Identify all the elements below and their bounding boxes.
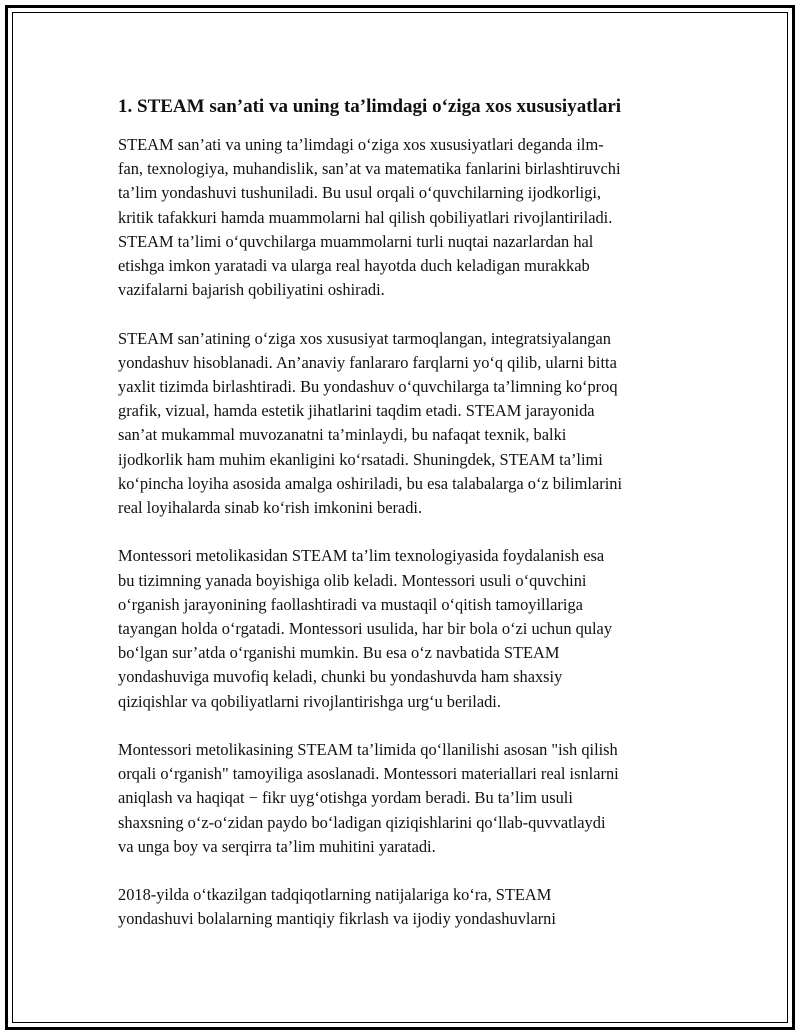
paragraph-3 xyxy=(118,544,718,713)
text-line: grafik, vizual, hamda estetik jihatlarini taqdim etadi. STEAM jarayonida xyxy=(118,401,595,421)
text-line: bu tizimning yanada boyishiga olib keladi. Montessori usuli o‘quvchini xyxy=(118,570,587,590)
text-line: shaxsning o‘z-o‘zidan paydo bo‘ladigan qiziqishlarini qo‘llab-quvvatlaydi xyxy=(118,812,606,832)
text-line: aniqlash va haqiqat − fikr uyg‘otishga yordam beradi. Bu ta’lim usuli xyxy=(118,788,573,808)
text-line: yaxlit tizimda birlashtiradi. Bu yondashuv o‘quvchilarga ta’limning ko‘proq xyxy=(118,377,618,397)
text-line: tayangan holda o‘rgatadi. Montessori usulida, har bir bola o‘zi uchun qulay xyxy=(118,619,613,639)
text-line: Montessori metolikasidan STEAM ta’lim texnologiyasida foydalanish esa xyxy=(118,546,605,566)
text-line: kritik tafakkuri hamda muammolarni hal qilish qobiliyatlari rivojlantiriladi. xyxy=(118,207,613,227)
text-line: etishga imkon yaratadi va ularga real hayotda duch keladigan murakkab xyxy=(118,256,590,276)
paragraph-1 xyxy=(118,133,718,302)
text-line: STEAM san’ati va uning ta’limdagi o‘ziga xos xususiyatlari deganda ilm- xyxy=(118,135,604,154)
text-line: 2018-yilda o‘tkazilgan tadqiqotlarning natijalariga ko‘ra, STEAM xyxy=(118,885,552,905)
text-line: bo‘lgan sur’atda o‘rganishi mumkin. Bu esa o‘z navbatida STEAM xyxy=(118,643,560,663)
text-line: qiziqishlar va qobiliyatlarni rivojlantirishga urg‘u beriladi. xyxy=(118,691,501,711)
text-line: o‘rganish jarayonining faollashtiradi va mustaqil o‘qitish tamoyillariga xyxy=(118,594,583,614)
paragraph-4 xyxy=(118,738,718,859)
text-line: vazifalarni bajarish qobiliyatini oshiradi. xyxy=(118,280,385,300)
text-line: real loyihalarda sinab ko‘rish imkonini beradi. xyxy=(118,498,423,518)
text-line: san’at mukammal muvozanatni ta’minlaydi, bu nafaqat texnik, balki xyxy=(118,425,567,445)
text-line: ijodkorlik ham muhim ekanligini ko‘rsatadi. Shuningdek, STEAM ta’limi xyxy=(118,449,603,469)
text-line: ta’lim yondashuvi tushuniladi. Bu usul orqali o‘quvchilarning ijodkorligi, xyxy=(118,183,602,203)
text-line: Montessori metolikasining STEAM ta’limida qo‘llanilishi asosan "ish qilish xyxy=(118,740,618,760)
text-line: yondashuv hisoblanadi. An’anaviy fanlararo farqlarni yo‘q qilib, ularni bitta xyxy=(118,352,617,372)
text-line: yondashuvi bolalarning mantiqiy fikrlash va ijodiy yondashuvlarni xyxy=(118,909,556,929)
text-line: STEAM san’atining o‘ziga xos xususiyat tarmoqlangan, integratsiyalangan xyxy=(118,328,611,348)
text-line: orqali o‘rganish" tamoyiliga asoslanadi. Montessori materiallari real isnlarni xyxy=(118,764,619,784)
document-body xyxy=(118,95,718,956)
text-line: ko‘pincha loyiha asosida amalga oshiriladi, bu esa talabalarga o‘z bilimlarini xyxy=(118,473,623,493)
text-line: STEAM ta’limi o‘quvchilarga muammolarni turli nuqtai nazarlardan hal xyxy=(118,231,594,251)
text-line: va unga boy va serqirra ta’lim muhitini yaratadi. xyxy=(118,836,436,856)
paragraph-5 xyxy=(118,883,718,931)
section-title: 1. STEAM san’ati va uning ta’limdagi o‘ziga xos xususiyatlari xyxy=(118,96,622,117)
text-line: fan, texnologiya, muhandislik, san’at va matematika fanlarini birlashtiruvchi xyxy=(118,159,621,179)
text-line: yondashuviga muvofiq keladi, chunki bu yondashuvda ham shaxsiy xyxy=(118,667,563,687)
paragraph-2 xyxy=(118,327,718,521)
